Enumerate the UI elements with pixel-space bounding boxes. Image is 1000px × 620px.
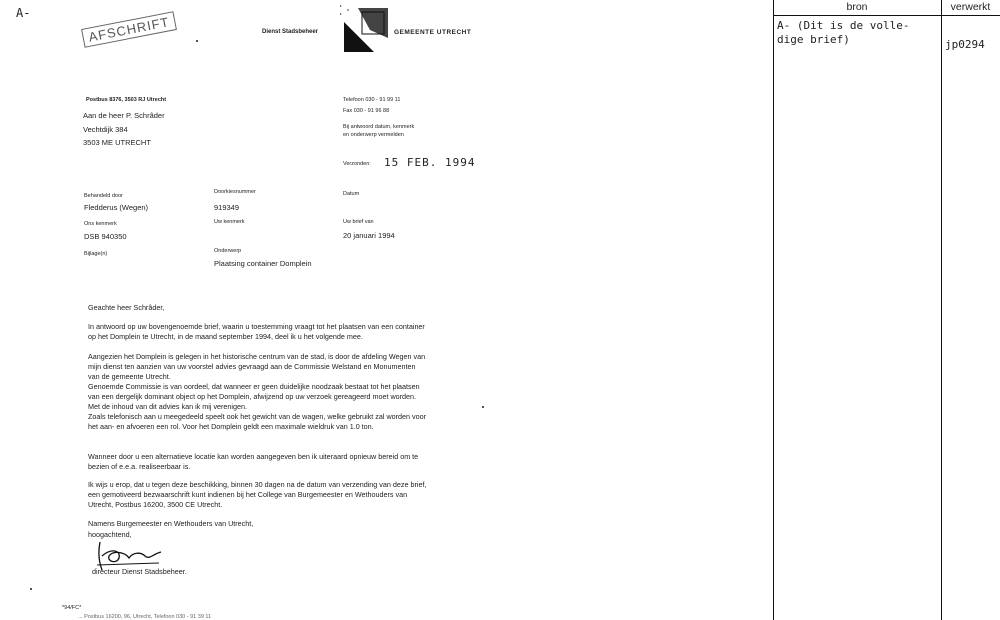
table-left-border xyxy=(773,0,774,620)
letterhead-department: Dienst Stadsbeheer xyxy=(262,29,319,35)
contact-note-line1: Bij antwoord datum, kenmerk xyxy=(343,124,415,130)
contact-fax: Fax 030 - 91 96 88 xyxy=(343,108,390,114)
salutation: Geachte heer Schrâder, xyxy=(88,303,165,312)
onderwerp-label: Onderwerp xyxy=(214,248,242,254)
paragraph-2c: Met de inhoud van dit advies kan ik mij verenigen. xyxy=(88,402,248,411)
closing-line-1: Namens Burgemeester en Wethouders van Utrecht, xyxy=(88,519,254,528)
paragraph-2b: Genoemde Commissie is van oordeel, dat wanneer er geen duidelijke noodzaak bestaat tot het plaatsen van een dergelijk dominant object op het Domplein, afwijzend op uw verzoek gereageerd moet worden. xyxy=(88,382,420,401)
uw-brief-value: 20 januari 1994 xyxy=(343,231,395,240)
uw-brief-label: Uw brief van xyxy=(343,219,374,225)
letterhead-municipality: GEMEENTE UTRECHT xyxy=(394,29,472,36)
table-header-verwerkt: verwerkt xyxy=(950,1,991,13)
contact-note-line2: en onderwerp vermelden xyxy=(343,132,404,138)
scan-speck xyxy=(30,588,32,590)
verzonden-label: Verzonden: xyxy=(343,161,371,167)
closing-line-2: hoogachtend, xyxy=(88,530,132,539)
sender-address: Postbus 8376, 3503 RJ Utrecht xyxy=(86,97,167,103)
contact-phone: Telefoon 030 - 91 99 11 xyxy=(343,97,401,103)
ons-kenmerk-value: DSB 940350 xyxy=(84,232,127,241)
doorkiesnummer-value: 919349 xyxy=(214,203,240,212)
afschrift-stamp: AFSCHRIFT xyxy=(81,11,177,48)
paragraph-2d: Zoals telefonisch aan u meegedeeld speelt ook het gewicht van de wagen, welke gebruikt zal worden voor het aan- en afvoeren een rol. Voor het Domplein geldt een maximale wieldruk van 1.0 ton. xyxy=(88,412,427,431)
recipient-city: 3503 ME UTRECHT xyxy=(83,138,151,147)
gemeente-utrecht-logo-icon xyxy=(340,4,392,54)
behandeld-door-value: Fledderus (Wegen) xyxy=(84,203,149,212)
bijlagen-label: Bijlage(n) xyxy=(84,251,108,257)
onderwerp-value: Plaatsing container Domplein xyxy=(214,259,312,268)
table-header-divider xyxy=(773,15,1000,16)
paragraph-4: Ik wijs u erop, dat u tegen deze beschikking, binnen 30 dagen na de datum van verzending van deze brief, een gemotiveerd bezwaarschrift kunt indienen bij het College van Burgemeester en Wethouders van Utrecht, Postbus 16200, 3500 CE Utrecht. xyxy=(88,480,427,509)
paragraph-2 xyxy=(88,352,428,432)
table-header-bron: bron xyxy=(846,1,868,13)
datum-label: Datum xyxy=(343,191,360,197)
recipient-name: Aan de heer P. Schrâder xyxy=(83,111,165,120)
table-column-divider xyxy=(941,0,942,620)
page-tag: A- xyxy=(16,6,31,20)
footer-code: *94/FC* xyxy=(62,605,82,611)
paragraph-2a: Aangezien het Domplein is gelegen in het historische centrum van de stad, is door de afdeling Wegen van mijn dienst ten aanzien van uw voorstel advies gevraagd aan de Commissie Welstand en Monumenten van de gemeente Utrecht. xyxy=(88,352,426,381)
verzonden-date: 15 FEB. 1994 xyxy=(384,156,476,169)
table-cell-bron: A- (Dit is de volle- dige brief) xyxy=(777,19,910,46)
doorkiesnummer-label: Doorkiesnummer xyxy=(214,189,256,195)
paragraph-1: In antwoord op uw bovengenoemde brief, waarin u toestemming vraagt tot het plaatsen van een container op het Domplein te Utrecht, in de maand september 1994, deel ik u het volgende mee. xyxy=(88,322,425,341)
ons-kenmerk-label: Ons kenmerk xyxy=(84,221,117,227)
recipient-street: Vechtdijk 384 xyxy=(83,125,128,134)
signatory: directeur Dienst Stadsbeheer. xyxy=(92,567,187,576)
paragraph-3: Wanneer door u een alternatieve locatie kan worden aangegeven ben ik uiteraard opnieuw bereid om te bezien of e.e.a. realiseerbaar is. xyxy=(88,452,419,471)
scan-speck xyxy=(482,406,484,408)
scan-speck xyxy=(196,40,198,42)
uw-kenmerk-label: Uw kenmerk xyxy=(214,219,245,225)
behandeld-door-label: Behandeld door xyxy=(84,193,123,199)
footer-address: ... Postbus 16200, 96, Utrecht, Telefoon 030 - 91 39 11 xyxy=(78,614,212,620)
table-cell-verwerkt: jp0294 xyxy=(945,38,985,51)
